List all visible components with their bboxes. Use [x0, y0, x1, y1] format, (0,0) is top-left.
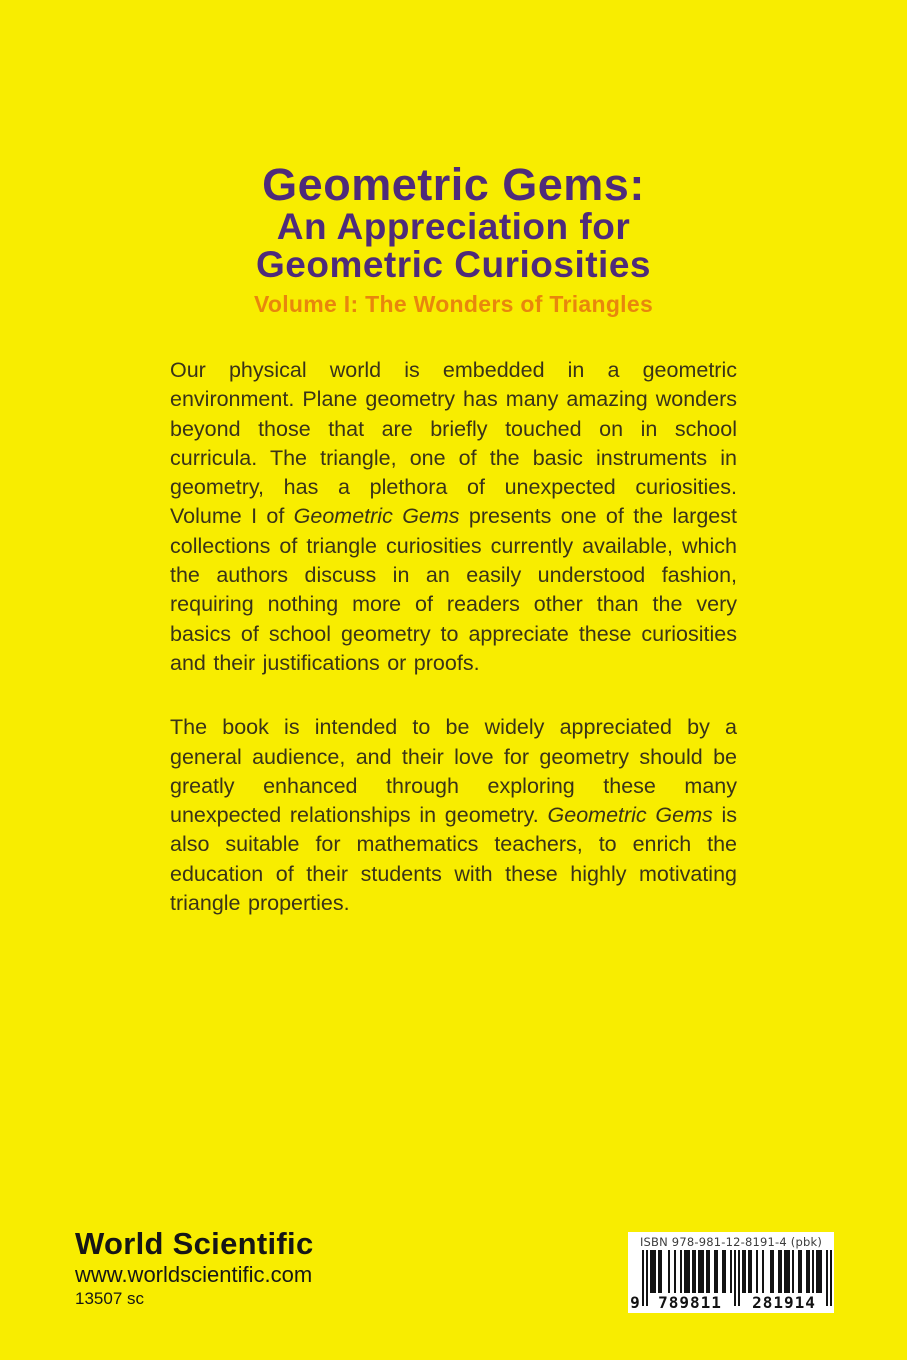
barcode-panel: [628, 1232, 834, 1313]
description-text: The book is intended to be widely appreciated by a general audience, and their love for geometry should be greatly enhanced through exploring these many unexpected relationships in geometry.: [170, 715, 737, 828]
description-text: Our physical world is embedded in a geometric environment. Plane geometry has many amazing wonders beyond those that are briefly touched on in school curricula. The triangle, one of the basic instruments in geometry, has a plethora of unexpected curiosities. Volume I of: [170, 358, 737, 529]
barcode-bar: [800, 1250, 802, 1293]
barcode-bar: [756, 1250, 758, 1293]
barcode-bar: [694, 1250, 696, 1293]
barcode-bar: [688, 1250, 690, 1293]
barcode-bar: [820, 1250, 822, 1293]
barcode-bar: [724, 1250, 726, 1293]
barcode-bar: [792, 1250, 794, 1293]
barcode-bar: [750, 1250, 752, 1293]
barcode-bar: [702, 1250, 704, 1293]
barcode-bar: [826, 1250, 828, 1306]
barcode-bars: [630, 1250, 832, 1312]
description: [170, 356, 737, 953]
publisher-website: www.worldscientific.com: [75, 1262, 313, 1287]
barcode-bar: [674, 1250, 676, 1293]
isbn-label: ISBN 978-981-12-8191-4 (pbk): [639, 1235, 823, 1249]
barcode-bar: [830, 1250, 832, 1306]
barcode-bar: [772, 1250, 774, 1293]
barcode-bar: [780, 1250, 782, 1293]
barcode-bar: [762, 1250, 764, 1293]
barcode-bar: [812, 1250, 814, 1293]
book-title-mention: Geometric Gems: [547, 803, 713, 828]
barcode-bar: [668, 1250, 670, 1293]
barcode-bar: [788, 1250, 790, 1293]
book-title-mention: Geometric Gems: [293, 504, 460, 529]
publisher-name: World Scientific: [75, 1226, 314, 1261]
barcode-bar: [654, 1250, 656, 1293]
description-text: presents one of the largest collections of triangle curiosities currently available, which the authors discuss in an easily understood fashion, requiring nothing more of readers other than the very basics of school geometry to appreciate these curiosities and their justifications or proofs.: [170, 504, 737, 675]
barcode-bar: [716, 1250, 718, 1293]
description-paragraph: [170, 713, 737, 918]
description-text: is also suitable for mathematics teachers, to enrich the education of their students with these highly motivating triangle properties.: [170, 803, 737, 916]
barcode-bar: [680, 1250, 682, 1293]
title-block: [0, 161, 907, 318]
barcode-bar: [738, 1250, 740, 1306]
barcode-digits-left-group: 789811: [658, 1293, 722, 1312]
barcode-digits-right-group: 281914: [752, 1293, 816, 1312]
barcode-bar: [730, 1250, 732, 1293]
book-title-line-2: An Appreciation for: [276, 206, 631, 247]
barcode-bar: [734, 1250, 736, 1306]
publisher-stock-code: 13507 sc: [75, 1289, 144, 1308]
barcode-bar: [744, 1250, 746, 1293]
barcode-bar: [642, 1250, 644, 1306]
barcode-bar: [808, 1250, 810, 1293]
barcode-bar: [646, 1250, 648, 1306]
barcode-bar: [660, 1250, 662, 1293]
book-subtitle: Volume I: The Wonders of Triangles: [253, 291, 654, 317]
barcode-digit-first: 9: [630, 1293, 640, 1312]
book-title-line-3: Geometric Curiosities: [255, 244, 651, 285]
description-paragraph: [170, 356, 737, 678]
publisher-block: [75, 1227, 313, 1309]
barcode-bar: [708, 1250, 710, 1293]
book-title-line-1: Geometric Gems:: [262, 159, 645, 210]
